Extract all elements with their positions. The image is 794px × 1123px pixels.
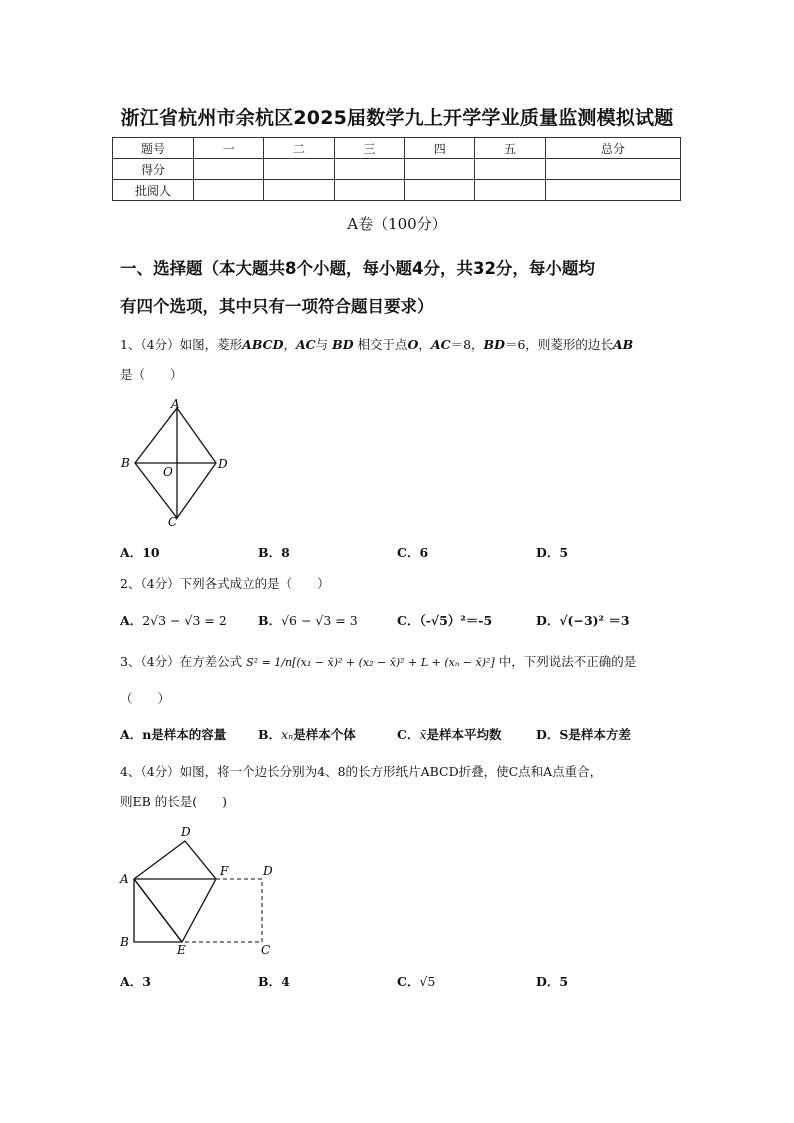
q2-option-a[interactable]: A．2√3 − √3 = 2 (120, 613, 227, 628)
table-cell (264, 180, 334, 201)
q4-option-a[interactable]: A．3 (120, 974, 151, 989)
question-1-stem-line2: 是（ ） (120, 367, 183, 382)
score-table-row (113, 159, 681, 180)
question-4-stem-line2: 则EB 的长是( ) (120, 794, 228, 809)
q2-option-c[interactable]: C．（-√5）²＝-5 (397, 613, 493, 628)
label-d: D (263, 864, 273, 878)
question-4-stem: 4、（4分）如图，将一个边长分别为4、8的长方形纸片ABCD折叠，使C点和A点重合， (120, 764, 603, 779)
label-c: C (261, 943, 271, 957)
table-cell (194, 180, 264, 201)
q3-option-b[interactable]: B．xₙ是样本个体 (258, 727, 356, 742)
q3-option-d[interactable]: D．S是样本方差 (536, 727, 631, 742)
section-heading-line2: 有四个选项，其中只有一项符合题目要求） (120, 297, 434, 316)
label-f: F (220, 864, 229, 878)
table-cell (475, 159, 545, 180)
label-b: B (120, 935, 129, 949)
label-a: A (171, 397, 180, 411)
table-cell: 一 (194, 138, 264, 159)
q4-option-b[interactable]: B．4 (258, 974, 290, 989)
folded-part (134, 841, 216, 942)
folded-rectangle-figure (115, 822, 285, 962)
table-cell: 题号 (113, 138, 194, 159)
question-3-stem: 3、（4分）在方差公式 S² = 1/n[(x₁ − x̄)² + (x₂ − x̄)² + L + (xₙ − x̄)²] 中，下列说法不正确的是 (120, 654, 637, 669)
page-title: 浙江省杭州市余杭区2025届数学九上开学学业质量监测模拟试题 (120, 107, 674, 129)
table-cell: 二 (264, 138, 334, 159)
table-cell (194, 159, 264, 180)
question-1-stem: 1、（4分）如图，菱形ABCD，AC与 BD 相交于点O，AC＝8，BD＝6，则菱形的边长AB (120, 337, 634, 352)
question-3-stem-line2: （ ） (120, 691, 171, 706)
table-cell: 三 (334, 138, 404, 159)
table-cell: 批阅人 (113, 180, 194, 201)
label-d: D (218, 457, 228, 471)
table-cell: 四 (405, 138, 475, 159)
q4-option-c[interactable]: C．√5 (397, 974, 436, 989)
table-cell (405, 159, 475, 180)
table-cell (264, 159, 334, 180)
rect-original-dashed (182, 879, 262, 942)
volume-heading: A卷（100分） (347, 215, 447, 233)
q1-option-a[interactable]: A．10 (120, 545, 160, 560)
rhombus-figure (115, 396, 240, 531)
label-c: C (168, 515, 178, 529)
q1-option-d[interactable]: D．5 (536, 545, 569, 560)
table-cell (405, 180, 475, 201)
table-cell: 总分 (545, 138, 680, 159)
q2-option-b[interactable]: B．√6 − √3 = 3 (258, 613, 358, 628)
table-cell (545, 159, 680, 180)
table-cell: 得分 (113, 159, 194, 180)
q1-option-c[interactable]: C．6 (397, 545, 429, 560)
table-cell (475, 180, 545, 201)
score-table (112, 137, 681, 201)
section-heading-line1: 一、选择题（本大题共8个小题，每小题4分，共32分，每小题均 (120, 259, 595, 278)
q3-option-a[interactable]: A．n是样本的容量 (120, 727, 227, 742)
segment-ae (134, 879, 182, 942)
label-e: E (177, 943, 186, 957)
table-cell: 五 (475, 138, 545, 159)
q3-option-c[interactable]: C．x̄是样本平均数 (397, 727, 502, 742)
label-b: B (121, 456, 130, 470)
question-2-stem: 2、（4分）下列各式成立的是（ ） (120, 576, 330, 591)
table-cell (545, 180, 680, 201)
q4-option-d[interactable]: D．5 (536, 974, 569, 989)
table-cell (334, 159, 404, 180)
table-cell (334, 180, 404, 201)
score-table-row (113, 180, 681, 201)
variance-formula: S² = 1/n[(x₁ − x̄)² + (x₂ − x̄)² + L + (xₙ − x̄)²] (246, 656, 495, 669)
score-table-header-row (113, 138, 681, 159)
label-o: O (163, 465, 173, 479)
q1-option-b[interactable]: B．8 (258, 545, 290, 560)
label-a: A (120, 872, 129, 886)
label-d-folded: D (181, 825, 191, 839)
q2-option-d[interactable]: D．√(−3)² ＝3 (536, 613, 630, 628)
